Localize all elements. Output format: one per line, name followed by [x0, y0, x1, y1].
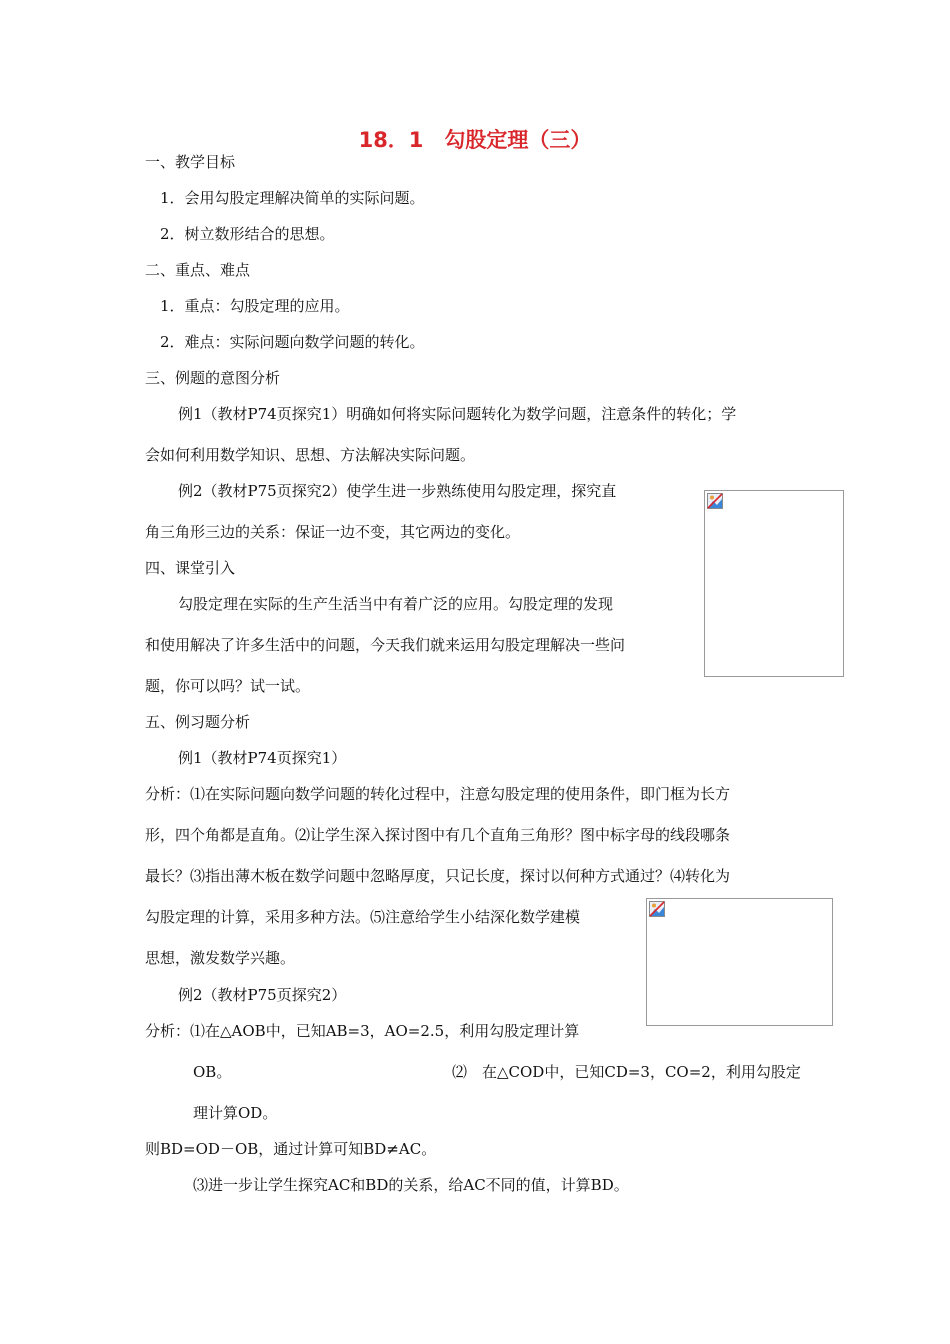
figure-placeholder	[704, 490, 844, 677]
paragraph-line: 勾股定理在实际的生产生活当中有着广泛的应用。勾股定理的发现	[178, 595, 614, 613]
paragraph-line: 例1（教材P74页探究1）明确如何将实际问题转化为数学问题，注意条件的转化；学	[178, 405, 737, 423]
figure-placeholder	[646, 898, 833, 1026]
paragraph-line: OB。	[193, 1063, 232, 1081]
section-heading: 四、课堂引入	[145, 559, 236, 577]
paragraph-line: ⑵ 在△COD中，已知CD=3，CO=2，利用勾股定	[452, 1063, 801, 1081]
paragraph-line: 例1（教材P74页探究1）	[178, 749, 347, 767]
paragraph-line: 例2（教材P75页探究2）使学生进一步熟练使用勾股定理，探究直	[178, 482, 617, 500]
paragraph-line: 角三角形三边的关系：保证一边不变，其它两边的变化。	[145, 523, 521, 541]
document-title: 18．1 勾股定理（三）	[358, 128, 592, 152]
paragraph-line: 分析：⑴在实际问题向数学问题的转化过程中，注意勾股定理的使用条件，即门框为长方	[145, 785, 731, 803]
section-heading: 一、教学目标	[145, 153, 236, 171]
paragraph-line: 和使用解决了许多生活中的问题，今天我们就来运用勾股定理解决一些问	[145, 636, 626, 654]
paragraph-line: 1．重点：勾股定理的应用。	[160, 297, 350, 315]
paragraph-line: 2．难点：实际问题向数学问题的转化。	[160, 333, 425, 351]
paragraph-line: 思想，激发数学兴趣。	[145, 949, 296, 967]
paragraph-line: 理计算OD。	[193, 1104, 278, 1122]
paragraph-line: 题，你可以吗？试一试。	[145, 677, 311, 695]
paragraph-line: 2．树立数形结合的思想。	[160, 225, 335, 243]
paragraph-line: 分析：⑴在△AOB中，已知AB=3，AO=2.5，利用勾股定理计算	[145, 1022, 580, 1040]
section-heading: 二、重点、难点	[145, 261, 251, 279]
paragraph-line: 例2（教材P75页探究2）	[178, 986, 347, 1004]
paragraph-line: 会如何利用数学知识、思想、方法解决实际问题。	[145, 446, 476, 464]
paragraph-line: 勾股定理的计算，采用多种方法。⑸注意给学生小结深化数学建模	[145, 908, 581, 926]
paragraph-line: ⑶进一步让学生探究AC和BD的关系，给AC不同的值，计算BD。	[193, 1176, 629, 1194]
paragraph-line: 1．会用勾股定理解决简单的实际问题。	[160, 189, 425, 207]
section-heading: 五、例习题分析	[145, 713, 251, 731]
paragraph-line: 形，四个角都是直角。⑵让学生深入探讨图中有几个直角三角形？图中标字母的线段哪条	[145, 826, 731, 844]
section-heading: 三、例题的意图分析	[145, 369, 281, 387]
broken-image-icon	[649, 901, 665, 917]
broken-image-icon	[707, 493, 723, 509]
paragraph-line: 最长？⑶指出薄木板在数学问题中忽略厚度，只记长度，探讨以何种方式通过？⑷转化为	[145, 867, 731, 885]
paragraph-line: 则BD=OD－OB，通过计算可知BD≠AC。	[145, 1140, 437, 1158]
